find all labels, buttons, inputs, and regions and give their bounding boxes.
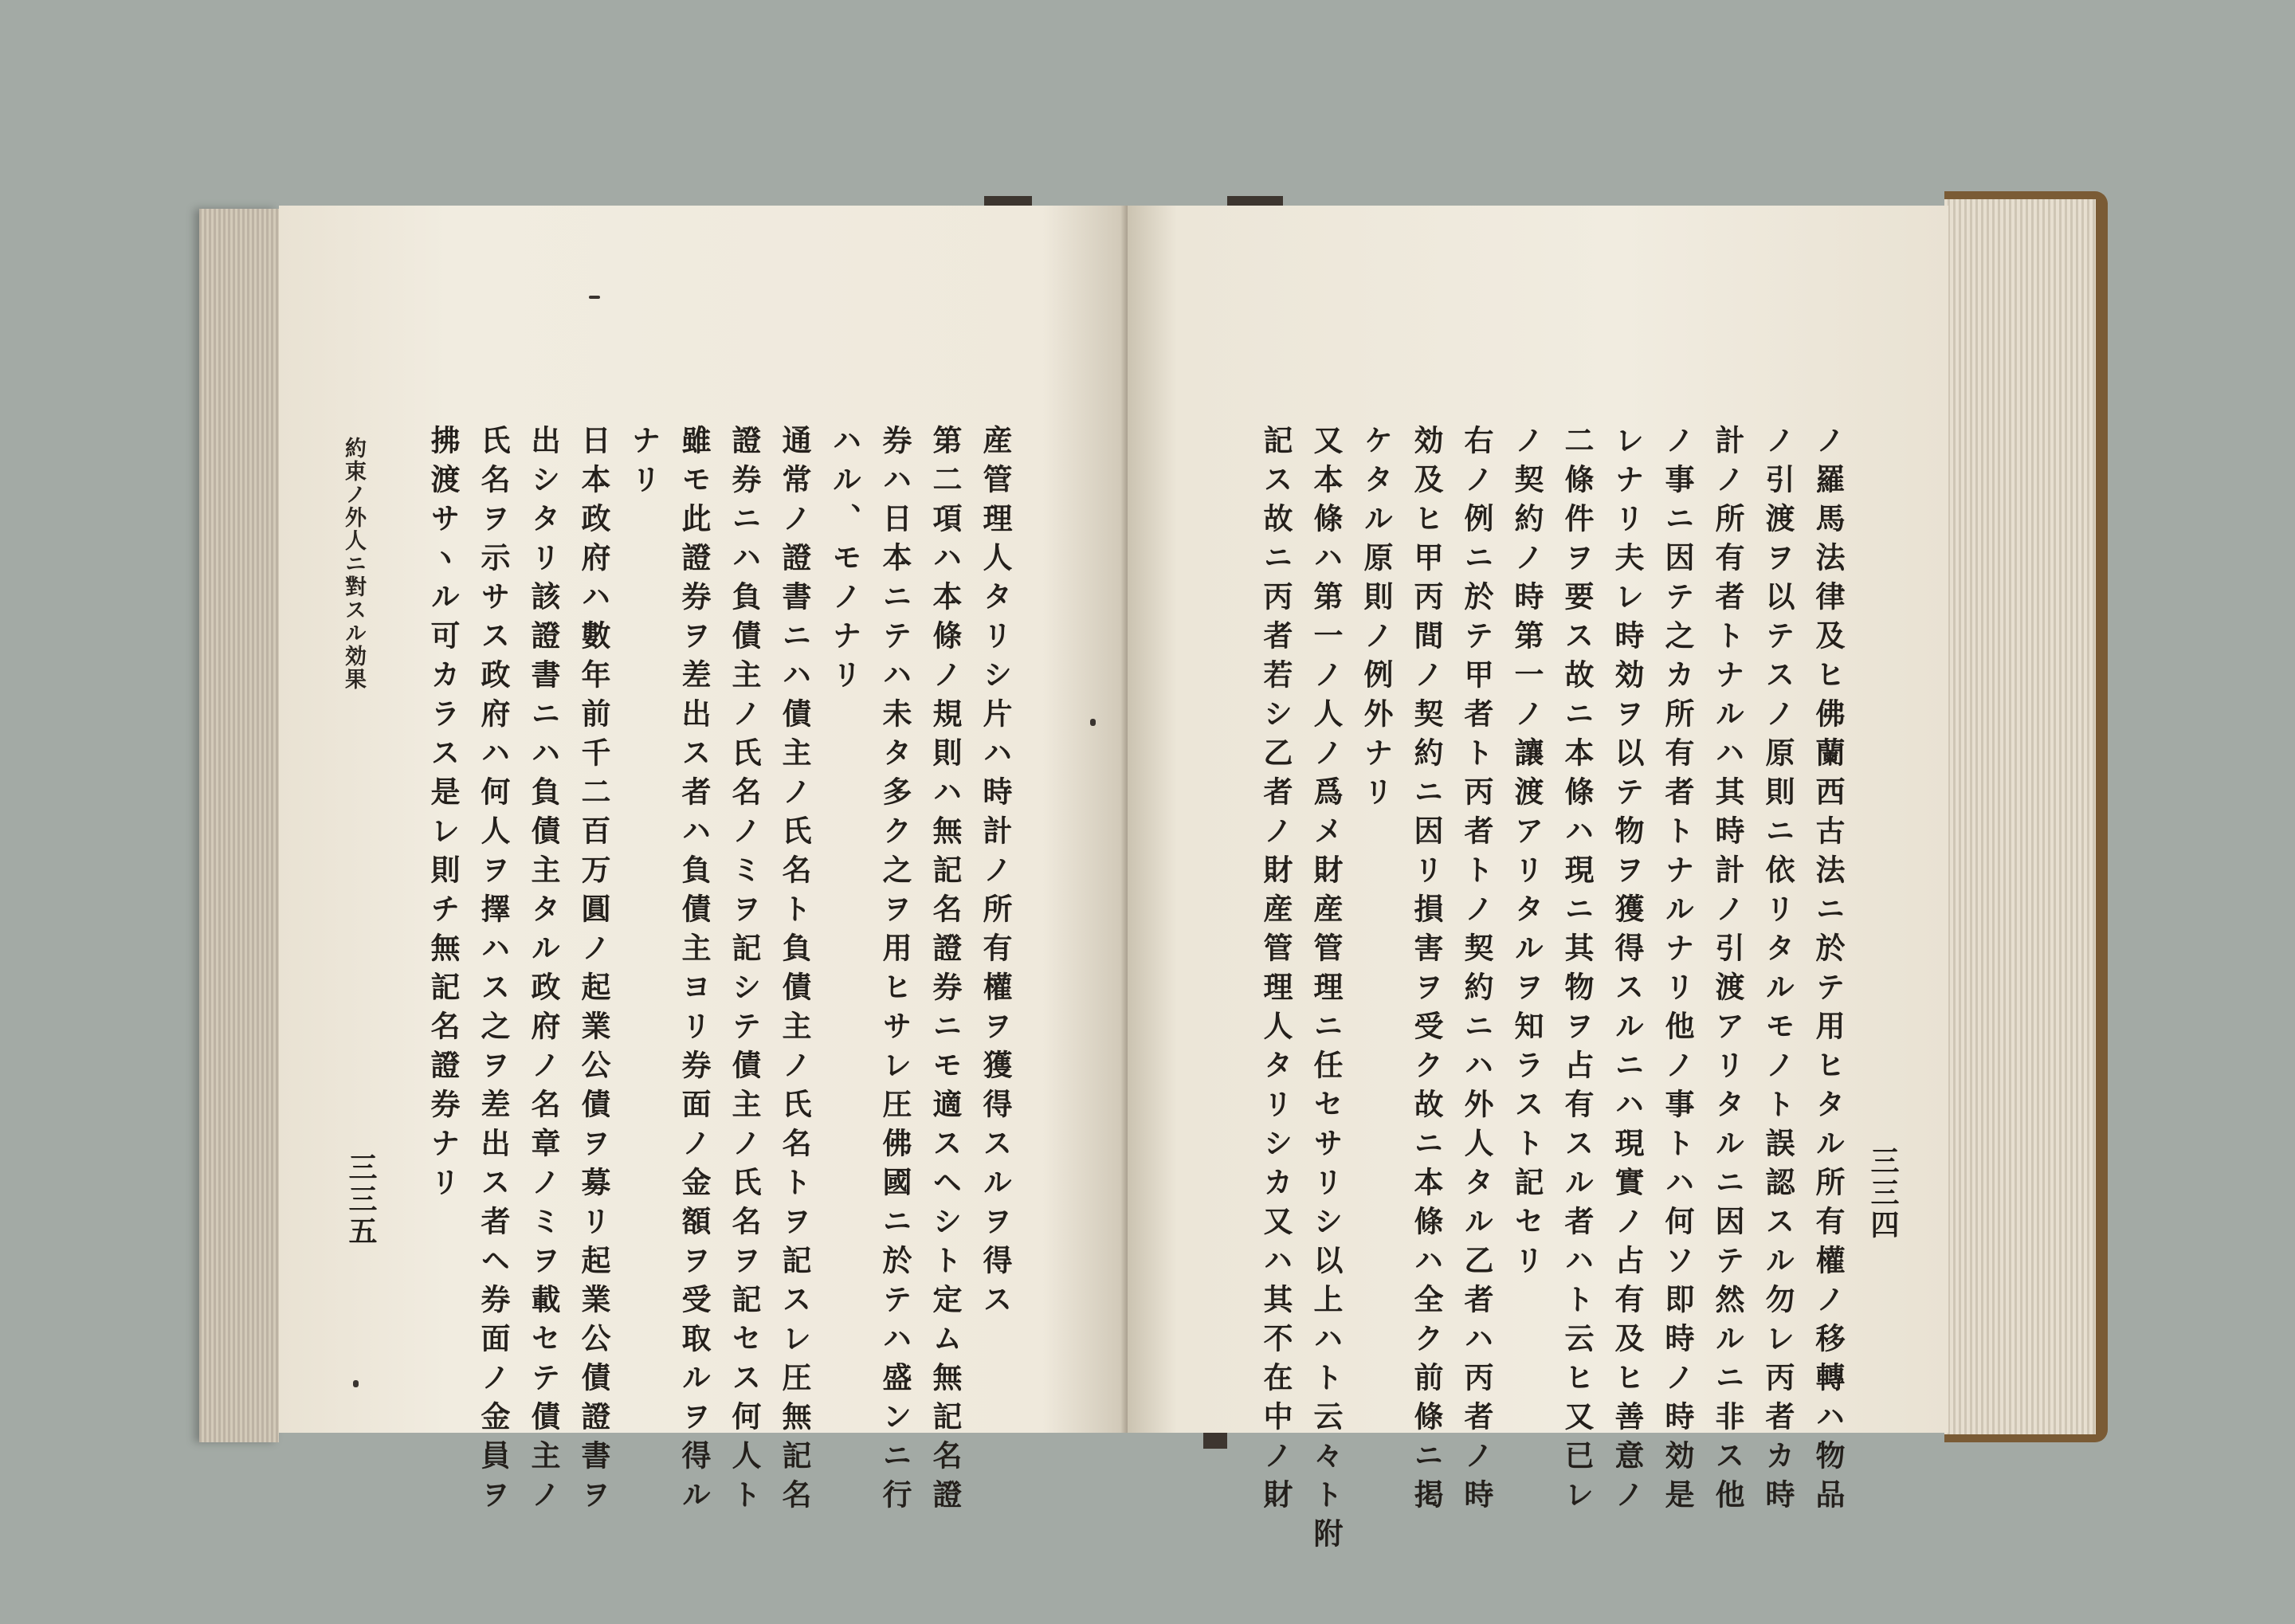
text-line: 右ノ例ニ於テ甲者ト丙者トノ契約ニハ外人タル乙者ハ丙者ノ時 [1459,425,1494,1518]
text-line: 券ハ日本ニテハ未タ多ク之ヲ用ヒサレ圧佛國ニ於テハ盛ンニ行 [877,425,912,1518]
text-line: 雖モ此證券ヲ差出ス者ハ負債主ヨリ券面ノ金額ヲ受取ルヲ得ル [677,425,712,1518]
text-line: 記ス故ニ丙者若シ乙者ノ財産管理人タリシカ又ハ其不在中ノ財 [1258,425,1293,1518]
text-line: 二條件ヲ要ス故ニ本條ハ現ニ其物ヲ占有スル者ハト云ヒ又已レ [1559,425,1595,1518]
text-line: ノ羅馬法律及ヒ佛蘭西古法ニ於テ用ヒタル所有權ノ移轉ハ物品 [1810,425,1846,1518]
ink-mark [353,1380,359,1387]
right-page [1128,206,1948,1557]
text-line: 産管理人タリシ片ハ時計ノ所有權ヲ獲得スルヲ得ス [978,425,1013,1323]
ink-mark [1090,719,1096,726]
text-line: ノ引渡ヲ以テスノ原則ニ依リタルモノト誤認スル勿レ丙者カ時 [1760,425,1795,1518]
text-line: 効及ヒ甲丙間ノ契約ニ因リ損害ヲ受ク故ニ本條ハ全ク前條ニ掲 [1409,425,1444,1518]
text-line: ケタル原則ノ例外ナリ [1359,425,1394,815]
page-edges-right [1944,199,2096,1434]
text-line: 第二項ハ本條ノ規則ハ無記名證券ニモ適スヘシト定ム無記名證 [928,425,963,1518]
text-line: レナリ夫レ時効ヲ以テ物ヲ獲得スルニハ現實ノ占有及ヒ善意ノ [1610,425,1645,1518]
text-line: ノ契約ノ時第一ノ讓渡アリタルヲ知ラスト記セリ [1509,425,1544,1284]
page-edges-left [199,209,279,1442]
text-line: 計ノ所有者トナルハ其時計ノ引渡アリタルニ因テ然ルニ非ス他 [1710,425,1745,1518]
text-line: 氏名ヲ示サス政府ハ何人ヲ擇ハス之ヲ差出ス者ヘ券面ノ金員ヲ [476,425,511,1518]
text-line: 通常ノ證書ニハ債主ノ氏名ト負債主ノ氏名トヲ記スレ圧無記名 [777,425,812,1518]
text-line: 出シタリ該證書ニハ負債主タル政府ノ名章ノミヲ載セテ債主ノ [526,425,561,1518]
text-line: ハル、モノナリ [827,425,862,698]
text-line: 拂渡サヽル可カラス是レ則チ無記名證券ナリ [426,425,461,1206]
text-line: ノ事ニ因テ之カ所有者トナルナリ他ノ事トハ何ソ即時ノ時効是 [1660,425,1695,1518]
text-line: 又本條ハ第一ノ人ノ爲メ財産管理ニ任セサリシ以上ハト云々ト附 [1308,425,1344,1557]
page-number: 三三四 [1866,1146,1900,1242]
text-line: ナリ [626,425,661,503]
running-head: 約束ノ外人ニ對スル効果 [341,437,366,691]
ribbon-bottom [1203,1431,1227,1449]
page-number: 三三五 [344,1152,378,1248]
ink-mark [589,296,600,299]
text-line: 證券ニハ負債主ノ氏名ノミヲ記シテ債主ノ氏名ヲ記セス何人ト [727,425,762,1518]
text-line: 日本政府ハ數年前千二百万圓ノ起業公債ヲ募リ起業公債證書ヲ [576,425,611,1518]
left-page [279,206,1128,1518]
